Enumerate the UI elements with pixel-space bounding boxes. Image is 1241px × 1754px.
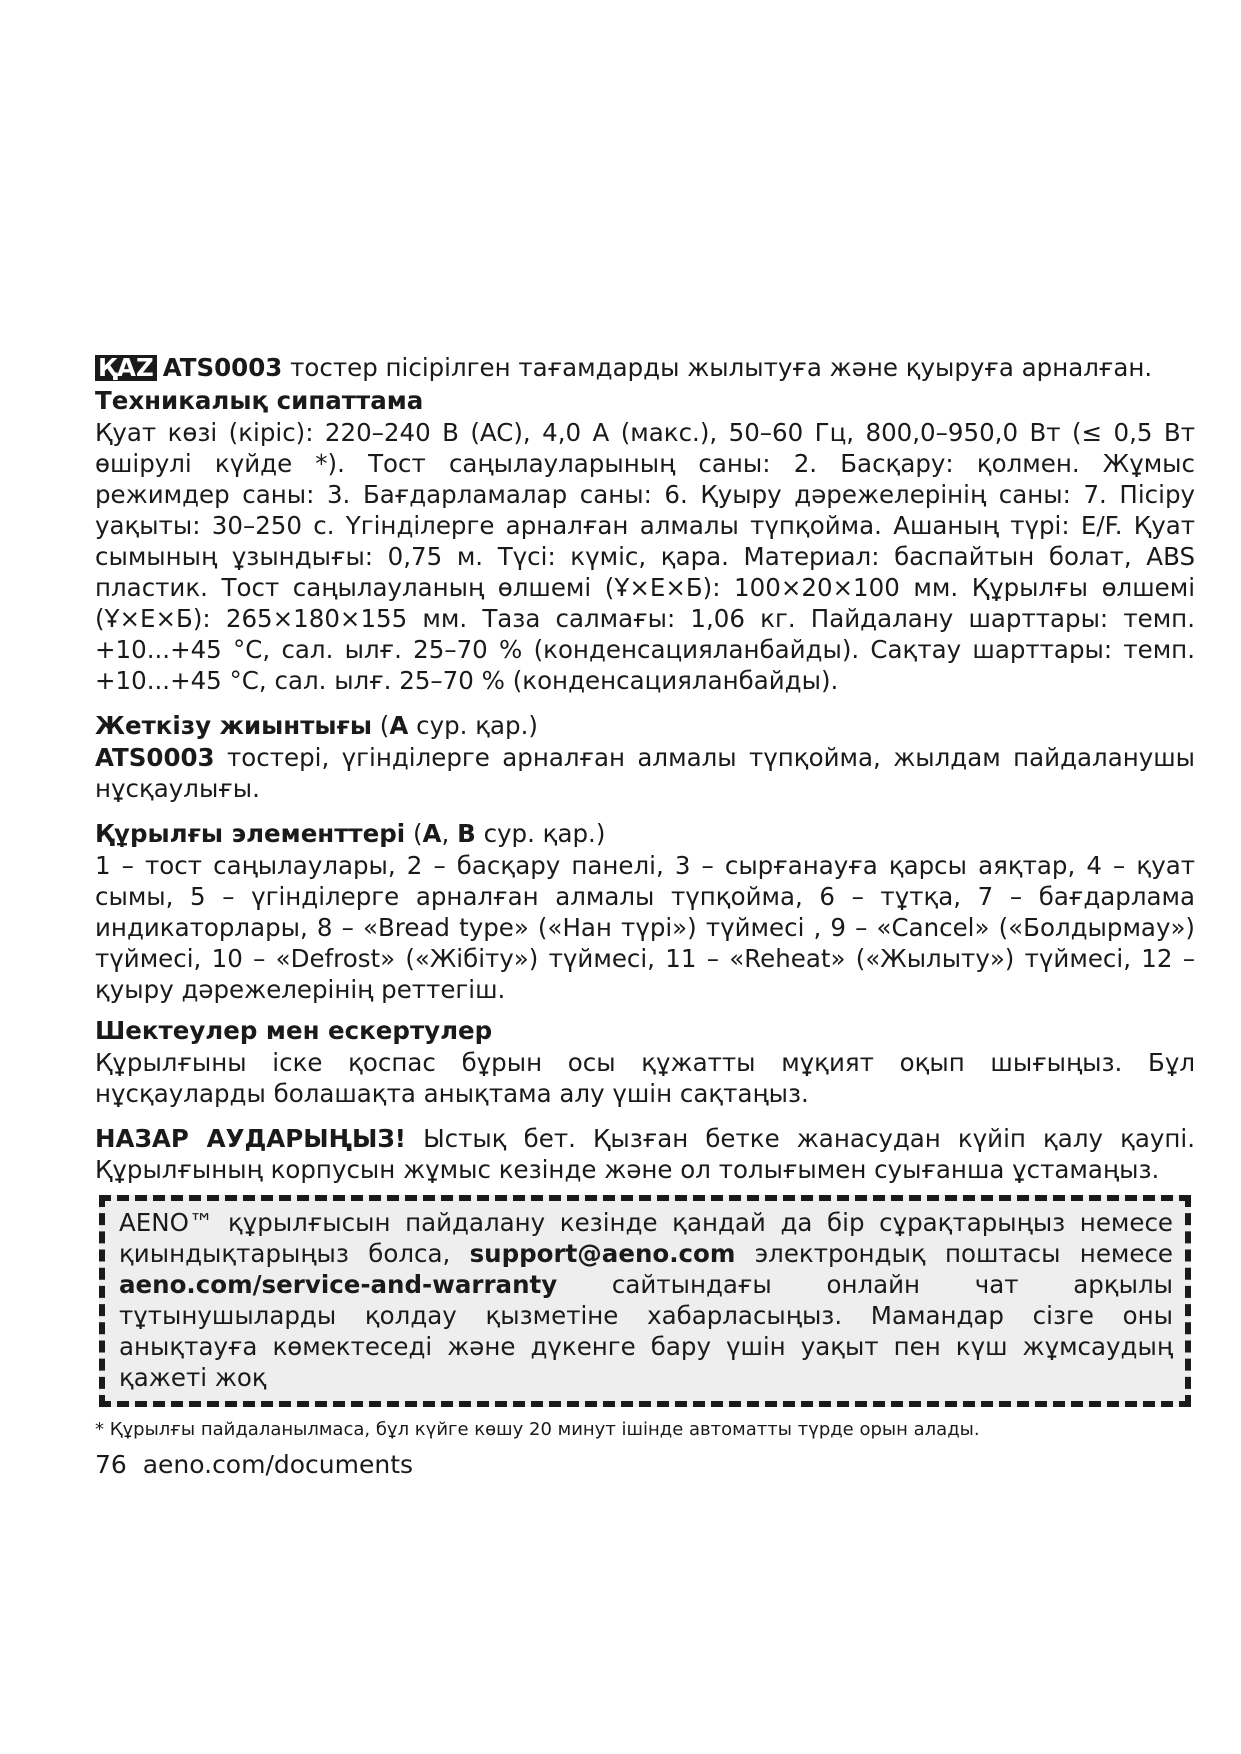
specs-heading: Техникалық сипаттама: [95, 386, 424, 415]
language-badge: ҚAZ: [95, 355, 157, 381]
attention-text: Ыстық бет. Қызған бетке жанасудан күйіп қалу қаупі. Құрылғының корпусын жұмыс кезінде және ол толығымен суығанша ұстамаңыз.: [95, 1124, 1195, 1184]
documents-link[interactable]: aeno.com/documents: [142, 1450, 414, 1479]
attention-paragraph: [95, 1123, 1195, 1185]
package-model: ATS0003: [95, 743, 215, 772]
specs-text: Қуат көзі (кіріс): 220–240 В (AC), 4,0 А (макс.), 50–60 Гц, 800,0–950,0 Вт (≤ 0,5 Вт өшірулі күйде *). Тост саңылауларының саны: 2. Басқару: қолмен. Жұмыс режимдер саны: 3. Бағдарламалар саны: 6. Қуыру дәрежелерінің саны: 7. Пісіру уақыты: 30–250 с. Үгінділерге арналған алмалы түпқойма. Ашаның түрі: E/F. Қуат сымының ұзындығы: 0,75 м. Түсі: күміс, қара. Материал: баспайтын болат, ABS пластик. Тост саңылауланың өлшемі (Ұ×Е×Б): 100×20×100 мм. Құрылғы өлшемі (Ұ×Е×Б): 265×180×155 мм. Таза салмағы: 1,06 кг. Пайдалану шарттары: темп. +10...+45 °С, сал. ылғ. 25–70 % (конденсацияланбайды). Сақтау шарттары: темп. +10...+45 °С, сал. ылғ. 25–70 % (конденсацияланбайды).: [95, 418, 1195, 695]
elements-ref-b: В: [457, 819, 476, 848]
service-warranty-link[interactable]: aeno.com/service-and-warranty: [119, 1270, 558, 1299]
support-email-link[interactable]: support@aeno.com: [469, 1239, 736, 1268]
intro-line: [95, 352, 1195, 383]
page-footer: [95, 1449, 1195, 1481]
elements-heading-line: Құрылғы элементтері (А, В сур. қар.): [95, 819, 606, 848]
attention-label: НАЗАР АУДАРЫҢЫЗ!: [95, 1124, 406, 1153]
elements-ref-a: А: [422, 819, 442, 848]
package-ref-letter: А: [389, 711, 409, 740]
package-text: ATS0003 тостері, үгінділерге арналған алмалы түпқойма, жылдам пайдаланушы нұсқаулығы.: [95, 743, 1195, 803]
warnings-text: Құрылғыны іске қоспас бұрын осы құжатты мұқият оқып шығыңыз. Бұл нұсқауларды болашақта анықтама алу үшін сақтаңыз.: [95, 1048, 1195, 1108]
package-heading-line: Жеткізу жиынтығы (А сур. қар.): [95, 711, 538, 740]
intro-text: тостер пісірілген тағамдарды жылытуға және қуыруға арналған.: [282, 353, 1153, 382]
elements-heading: Құрылғы элементтері: [95, 819, 406, 848]
package-heading: Жеткізу жиынтығы: [95, 711, 373, 740]
page-number: 76: [95, 1450, 127, 1479]
document-page: [95, 352, 1195, 1481]
model-name: ATS0003: [162, 353, 283, 382]
elements-text: 1 – тост саңылаулары, 2 – басқару панелі, 3 – сырғанауға қарсы аяқтар, 4 – қуат сымы, 5 – үгінділерге арналған алмалы түпқойма, 6 – тұтқа, 7 – бағдарлама индикаторлары, 8 – «Bread type» («Нан түрі») түймесі , 9 – «Cancel» («Болдырмау») түймесі, 10 – «Defrost» («Жібіту») түймесі, 11 – «Reheat» («Жылыту») түймесі, 12 – қуыру дәрежелерінің реттегіш.: [95, 851, 1195, 1004]
support-notice-text: AENO™ құрылғысын пайдалану кезінде қандай да бір сұрақтарыңыз немесе қиындықтарыңыз болса, support@aeno.com электрондық поштасы немесе aeno.com/service-and-warranty сайтындағы онлайн чат арқылы тұтынушыларды қолдау қызметіне хабарласыңыз. Мамандар сізге оны анықтауға көмектеседі және дүкенге бару үшін уақыт пен күш жұмсаудың қажеті жоқ: [119, 1208, 1173, 1392]
footnote: * Құрылғы пайдаланылмаса, бұл күйге көшу 20 минут ішінде автоматты түрде орын алады.: [95, 1419, 980, 1440]
support-notice-box: [99, 1195, 1191, 1407]
warnings-heading: Шектеулер мен ескертулер: [95, 1016, 493, 1045]
